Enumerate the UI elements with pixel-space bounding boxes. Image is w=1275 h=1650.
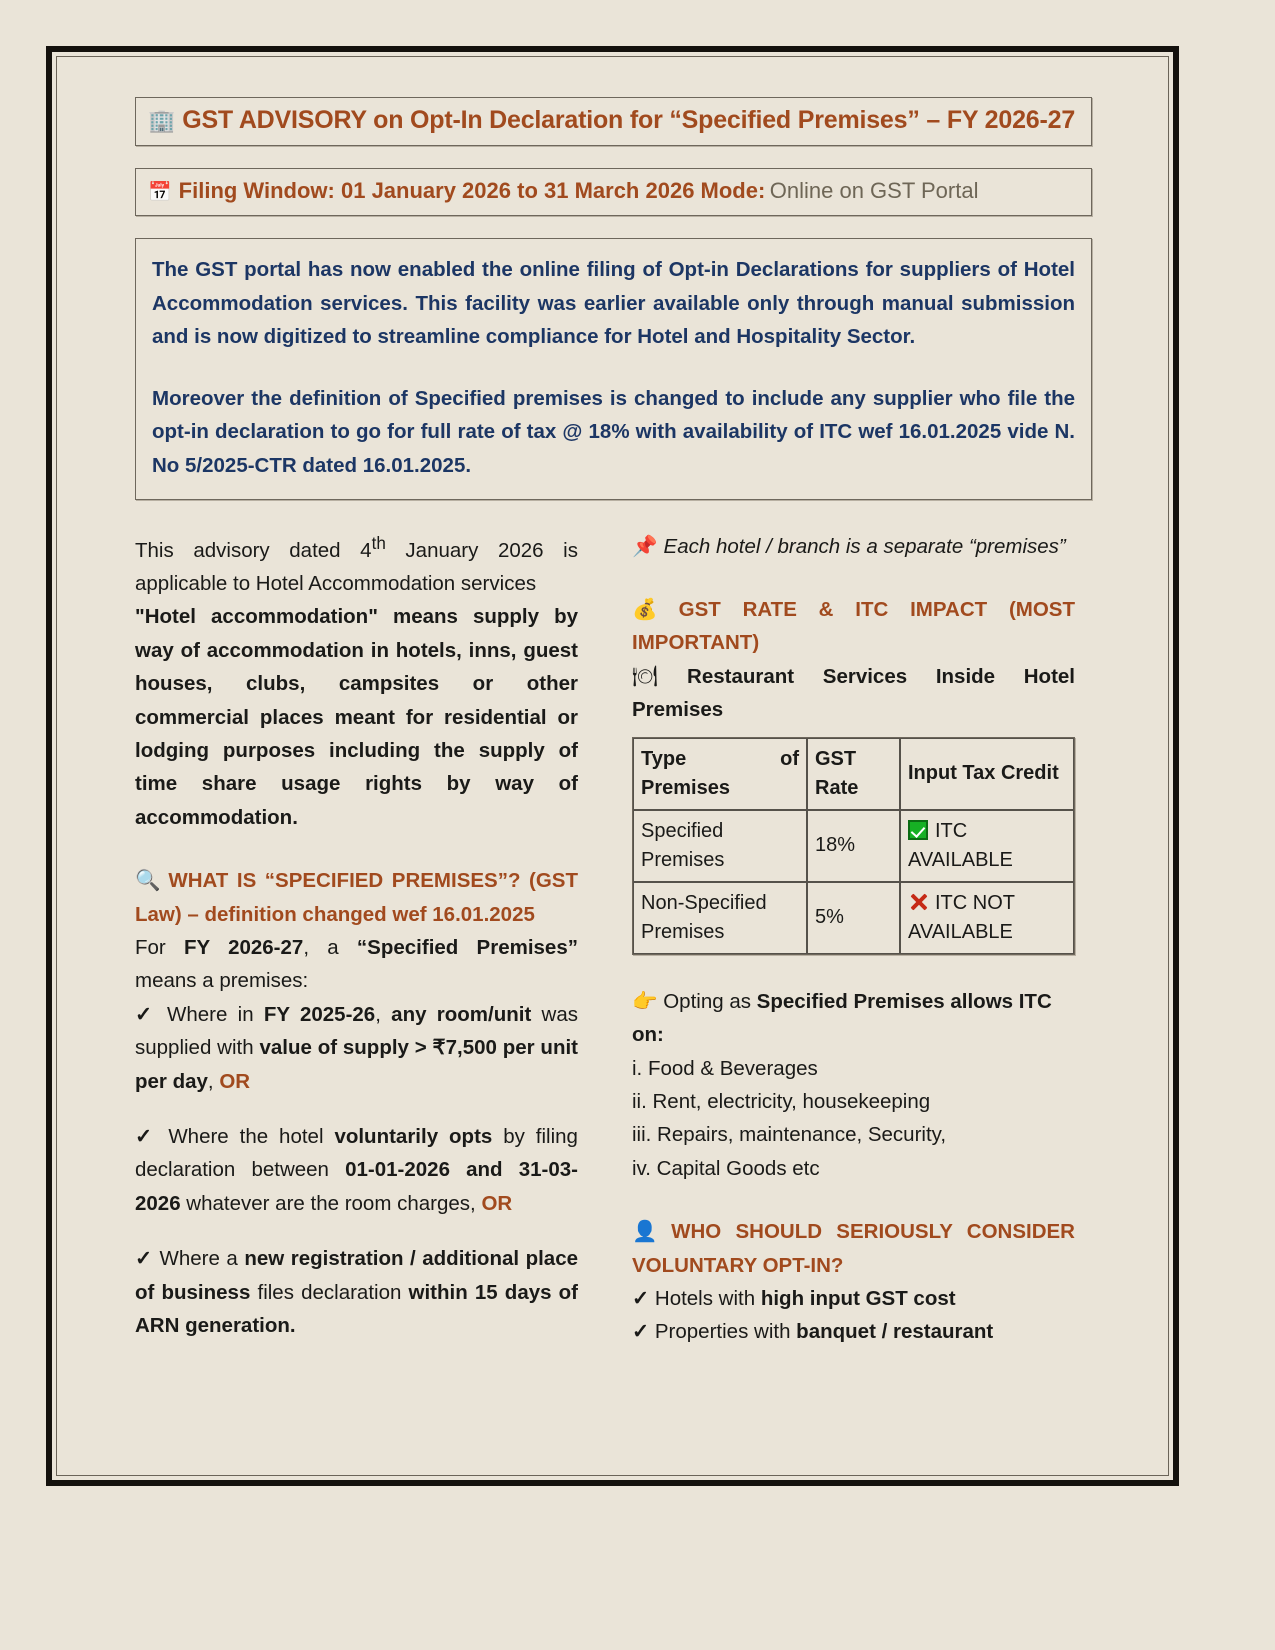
check-mark-icon: ✓ xyxy=(632,1320,650,1344)
cell-rate-specified: 18% xyxy=(807,810,900,882)
restaurant-services-subheading-text: Restaurant Services Inside Hotel Premises xyxy=(632,664,1075,722)
advisory-intro-part2: January 2026 is applicable to Hotel Accommodation services xyxy=(135,538,578,595)
opting-plain: Opting as xyxy=(657,989,757,1013)
advisory-intro-part1: This advisory dated 4 xyxy=(135,538,372,562)
person-silhouette-icon: 👤 xyxy=(632,1220,667,1244)
specified-premises-heading xyxy=(135,864,578,931)
lead-part3: means a premises: xyxy=(135,969,309,993)
spacer xyxy=(632,1185,1075,1215)
left-column xyxy=(135,530,578,1349)
filing-window-value: Online on GST Portal xyxy=(769,178,979,203)
highlight-paragraph-1: The GST portal has now enabled the online filing of Opt-in Declarations for suppliers of Hotel Accommodation services. This facility was earlier available only through manual submission and is now digitized to streamline compliance for Hotel and Hospitality Sector. xyxy=(152,258,1075,349)
magnifying-glass-icon: 🔍 xyxy=(135,869,164,893)
filing-window-label: Filing Window: 01 January 2026 to 31 March 2026 Mode: xyxy=(178,178,766,203)
b1-p0: Where in xyxy=(156,1002,264,1026)
table-header-row xyxy=(633,738,1074,810)
hotel-accommodation-definition: "Hotel accommodation" means supply by way of accommodation in hotels, inns, guest houses, clubs, campsites or other commercial places meant for residential or lodging purposes including the supply of time share usage rights by way of accommodation. xyxy=(135,605,578,829)
gst-rate-itc-heading-text: GST RATE & ITC IMPACT (MOST IMPORTANT) xyxy=(632,598,1076,655)
b2-p1: voluntarily opts xyxy=(334,1124,493,1148)
criteria-bullet-2 xyxy=(135,1120,578,1220)
gst-rate-table xyxy=(632,737,1075,955)
table-row xyxy=(633,810,1074,882)
separate-premises-note xyxy=(632,530,1075,563)
check-mark-icon: ✓ xyxy=(135,1124,158,1148)
who-should-consider-heading xyxy=(632,1215,1075,1282)
cell-itc-specified xyxy=(900,810,1074,882)
check-mark-icon: ✓ xyxy=(135,1002,157,1026)
who-b1-bold: high input GST cost xyxy=(760,1286,956,1310)
b1-p4: was supplied with xyxy=(135,1002,578,1060)
right-column xyxy=(632,530,1075,1349)
lead-part1: For xyxy=(135,935,184,959)
highlight-box xyxy=(135,238,1092,500)
column-header-rate: GST Rate xyxy=(807,738,900,810)
specified-premises-lead xyxy=(135,931,578,998)
column-header-type: Type of Premises xyxy=(633,738,807,810)
b2-p3: 01-01-2026 and 31-03-2026 xyxy=(135,1158,578,1215)
highlight-paragraph-2: Moreover the definition of Specified premises is changed to include any supplier who file the opt-in declaration to go for full rate of tax @ 18% with availability of ITC wef 16.01.2025 vide N. No 5/2025-CTR dated 16.01.2025. xyxy=(152,386,1075,478)
pushpin-icon: 📌 xyxy=(632,534,658,558)
list-item: iv. Capital Goods etc xyxy=(632,1156,820,1180)
who-should-consider-heading-text: WHO SHOULD SERIOUSLY CONSIDER VOLUNTARY OPT-IN? xyxy=(632,1220,1075,1277)
b1-or: OR xyxy=(219,1069,251,1093)
check-mark-icon: ✓ xyxy=(632,1286,650,1310)
page-title xyxy=(148,106,1079,135)
spacer xyxy=(135,834,578,864)
red-cross-icon xyxy=(908,892,928,912)
b3-p0: Where a xyxy=(153,1247,245,1271)
check-mark-icon: ✓ xyxy=(135,1247,154,1271)
who-bullet-1 xyxy=(632,1282,1075,1315)
opting-allows-itc xyxy=(632,985,1075,1052)
restaurant-services-subheading xyxy=(632,660,1075,727)
spacer xyxy=(135,1220,578,1242)
pointing-hand-icon: 👉 xyxy=(632,989,658,1013)
page-content xyxy=(135,97,1092,1349)
b2-p4: whatever are the room charges, xyxy=(180,1191,482,1215)
b3-p2: files declaration xyxy=(250,1280,409,1304)
gst-rate-itc-heading xyxy=(632,593,1075,660)
table-row xyxy=(633,882,1074,954)
who-bullet-2 xyxy=(632,1315,1075,1348)
cell-itc-nonspecified xyxy=(900,882,1074,954)
b1-p1: FY 2025-26 xyxy=(263,1002,376,1026)
list-item: ii. Rent, electricity, housekeeping xyxy=(632,1089,931,1113)
cell-itc-nonspecified-text: ITC NOT AVAILABLE xyxy=(908,891,1015,943)
green-check-icon xyxy=(908,820,928,840)
b2-or: OR xyxy=(481,1191,513,1215)
who-b2-plain: Properties with xyxy=(649,1320,797,1344)
page-title-text: GST ADVISORY on Opt-In Declaration for “Specified Premises” – FY 2026-27 xyxy=(182,106,1076,134)
calendar-icon: 📅 xyxy=(148,182,172,203)
b1-p2: , xyxy=(375,1002,392,1026)
specified-premises-heading-text: WHAT IS “SPECIFIED PREMISES”? (GST Law) – definition changed wef 16.01.2025 xyxy=(135,869,578,926)
b1-p3: any room/unit xyxy=(391,1002,532,1026)
b1-p5: value of supply > ₹7,500 per unit per day xyxy=(135,1036,578,1093)
spacer xyxy=(135,1098,578,1120)
who-b1-plain: Hotels with xyxy=(649,1286,761,1310)
b2-p2: by filing declaration between xyxy=(135,1124,578,1182)
spacer xyxy=(632,563,1075,593)
advisory-intro xyxy=(135,530,578,601)
money-bag-icon: 💰 xyxy=(632,598,674,622)
b2-p0: Where the hotel xyxy=(157,1124,335,1148)
b1-p6: , xyxy=(207,1069,220,1093)
opting-bold: Specified Premises allows ITC on: xyxy=(632,989,1052,1047)
page-inner-border xyxy=(56,56,1169,1476)
spacer xyxy=(632,955,1075,985)
advisory-title-banner xyxy=(135,97,1092,146)
document-page xyxy=(46,46,1179,1486)
cell-type-nonspecified: Non-Specified Premises xyxy=(633,882,807,954)
separate-premises-note-text: Each hotel / branch is a separate “premises” xyxy=(663,534,1066,558)
criteria-bullet-3 xyxy=(135,1242,578,1342)
office-building-icon: 🏢 xyxy=(148,108,176,133)
who-b2-bold: banquet / restaurant xyxy=(796,1320,994,1344)
list-item: i. Food & Beverages xyxy=(632,1056,818,1080)
cell-type-specified: Specified Premises xyxy=(633,810,807,882)
list-item: iii. Repairs, maintenance, Security, xyxy=(632,1123,947,1147)
b3-p4: . xyxy=(289,1314,296,1338)
two-column-body xyxy=(135,530,1092,1349)
filing-window-banner xyxy=(135,168,1092,216)
lead-part2: , a xyxy=(303,935,357,959)
plate-cutlery-icon: 🍽 xyxy=(632,664,682,688)
cell-rate-nonspecified: 5% xyxy=(807,882,900,954)
lead-bold2: “Specified Premises” xyxy=(356,935,578,959)
lead-bold1: FY 2026-27 xyxy=(184,935,304,959)
b3-p1: new registration / additional place of business xyxy=(135,1247,578,1304)
advisory-intro-superscript: th xyxy=(371,533,386,553)
b3-p3: within 15 days of ARN generation xyxy=(135,1280,578,1338)
column-header-itc: Input Tax Credit xyxy=(900,738,1074,810)
criteria-bullet-1 xyxy=(135,998,578,1098)
cell-itc-specified-text: ITC AVAILABLE xyxy=(908,819,1013,871)
